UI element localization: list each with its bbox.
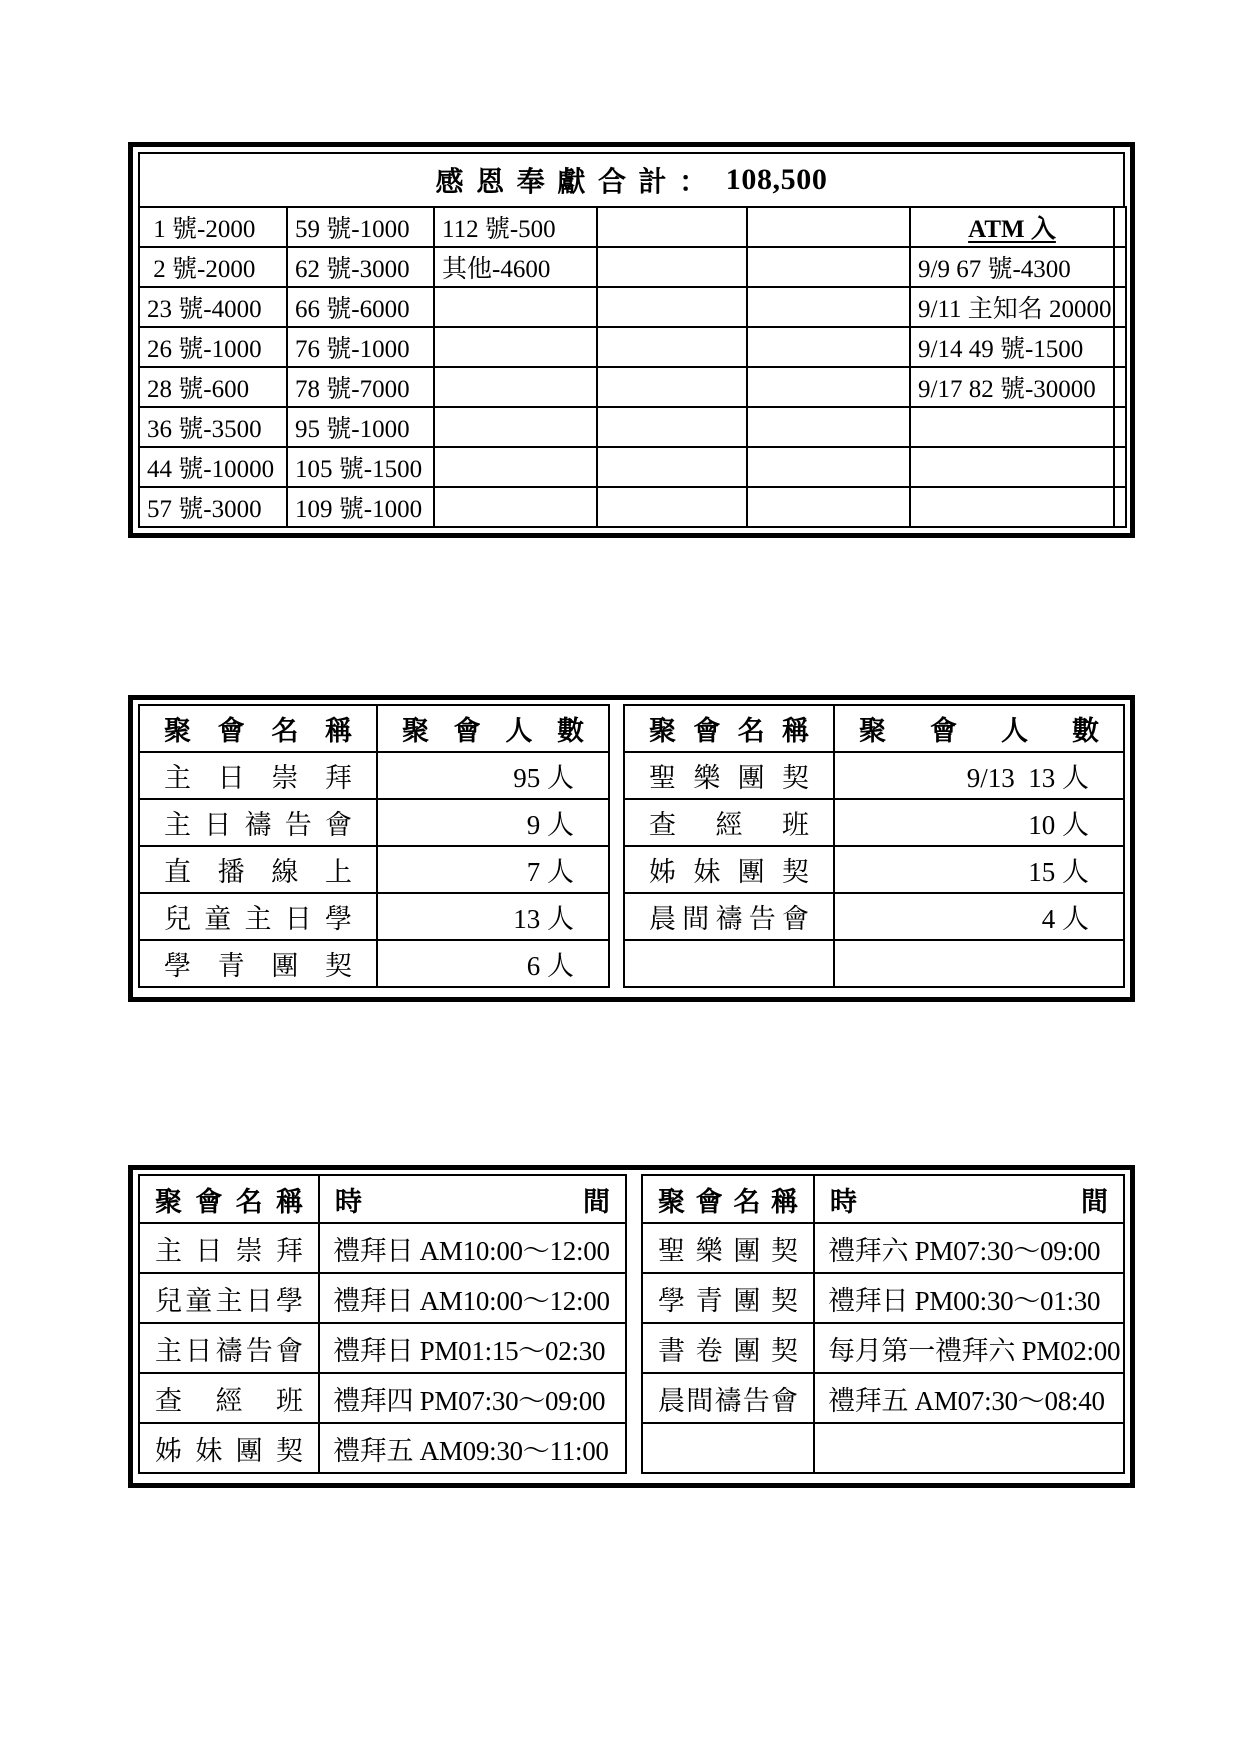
table-row [642,1273,1124,1323]
offering-cell [434,487,597,527]
spacer-cell [1114,247,1126,287]
attendance-count-cell: 9/13 13 人 [834,752,1124,799]
table-row [624,846,1124,893]
offering-cell [747,327,910,367]
meeting-name-cell: 兒童主日學 [139,893,377,940]
meeting-name-cell: 學青團契 [139,940,377,987]
offering-cell: 76 號-1000 [287,327,434,367]
attendance-right-table [623,704,1125,988]
offering-cell [747,287,910,327]
offering-row [139,247,1126,287]
offering-cell [597,287,747,327]
meeting-name-cell [624,940,834,987]
table-row [642,1223,1124,1273]
table-row [139,846,609,893]
table-row [139,752,609,799]
meeting-time-cell: 禮拜五 AM07:30～08:40 [814,1373,1124,1423]
meeting-time-cell: 禮拜日 AM10:00～12:00 [319,1223,626,1273]
meeting-name-cell: 主日崇拜 [139,752,377,799]
spacer-cell [1114,487,1126,527]
column-header-meeting-name: 聚會名稱 [624,705,834,752]
meeting-name-cell: 聖樂團契 [624,752,834,799]
header-row [139,705,609,752]
offering-cell: 23 號-4000 [139,287,287,327]
table-row [624,893,1124,940]
offering-cell: 57 號-3000 [139,487,287,527]
meeting-name-cell [642,1423,814,1473]
offering-cell [597,367,747,407]
offering-table-section [128,142,1135,538]
attendance-count-cell: 10 人 [834,799,1124,846]
offering-cell: 36 號-3500 [139,407,287,447]
offering-cell [597,327,747,367]
offering-cell [434,367,597,407]
offering-cell: 44 號-10000 [139,447,287,487]
offering-row [139,367,1126,407]
table-row [139,1423,626,1473]
meeting-name-cell: 直播線上 [139,846,377,893]
meeting-name-cell: 學青團契 [642,1273,814,1323]
table-row [642,1373,1124,1423]
meeting-name-cell: 主日禱告會 [139,1323,319,1373]
spacer-cell [1114,207,1126,247]
attendance-section [128,695,1135,1002]
schedule-left-body [139,1175,626,1473]
offering-cell [434,407,597,447]
meeting-time-cell: 禮拜四 PM07:30～09:00 [319,1373,626,1423]
meeting-name-cell: 晨間禱告會 [642,1373,814,1423]
attendance-right-body [624,705,1124,987]
column-header-meeting-name: 聚會名稱 [642,1175,814,1223]
spacer-cell [1114,367,1126,407]
offering-cell [597,247,747,287]
offering-row [139,287,1126,327]
offering-cell [597,447,747,487]
table-row [139,1373,626,1423]
offering-cell: 109 號-1000 [287,487,434,527]
offering-row [139,487,1126,527]
table-row [624,752,1124,799]
meeting-time-cell: 禮拜日 PM00:30～01:30 [814,1273,1124,1323]
header-row [624,705,1124,752]
offering-title-label: 感恩奉獻合計： [435,167,720,198]
offering-cell [597,407,747,447]
attendance-count-cell: 15 人 [834,846,1124,893]
atm-entry-cell: 9/14 49 號-1500 [910,327,1114,367]
table-row [139,1273,626,1323]
meeting-name-cell: 聖樂團契 [642,1223,814,1273]
atm-entry-cell [910,407,1114,447]
offering-cell [434,327,597,367]
spacer-cell [1114,287,1126,327]
column-header-attendance: 聚會人數 [834,705,1124,752]
offering-cell: 62 號-3000 [287,247,434,287]
table-row [139,799,609,846]
attendance-count-cell [834,940,1124,987]
offering-row [139,327,1126,367]
attendance-count-cell: 7 人 [377,846,609,893]
table-row [139,1223,626,1273]
atm-entry-cell: 9/11 主知名 20000 [910,287,1114,327]
table-row [139,1323,626,1373]
offering-cell [747,247,910,287]
attendance-count-cell: 9 人 [377,799,609,846]
offering-cell: 其他-4600 [434,247,597,287]
offering-cell [747,487,910,527]
offering-cell [434,447,597,487]
meeting-name-cell: 查經班 [139,1373,319,1423]
offering-cell [597,207,747,247]
offering-cell [747,447,910,487]
offering-cell [597,487,747,527]
offering-cell: 2 號-2000 [139,247,287,287]
meeting-name-cell: 姊妹團契 [624,846,834,893]
table-row [624,940,1124,987]
column-header-time: 時間 [814,1175,1124,1223]
offering-grid [138,206,1127,528]
column-header-time: 時間 [319,1175,626,1223]
atm-entry-cell: 9/17 82 號-30000 [910,367,1114,407]
offering-cell: 59 號-1000 [287,207,434,247]
atm-entry-cell: 9/9 67 號-4300 [910,247,1114,287]
meeting-name-cell: 主日禱告會 [139,799,377,846]
spacer-cell [1114,447,1126,487]
offering-row [139,447,1126,487]
schedule-section [128,1165,1135,1488]
attendance-count-cell: 13 人 [377,893,609,940]
offering-row [139,407,1126,447]
column-header-meeting-name: 聚會名稱 [139,1175,319,1223]
column-header-meeting-name: 聚會名稱 [139,705,377,752]
offering-cell: 105 號-1500 [287,447,434,487]
table-row [139,940,609,987]
schedule-left-table [138,1174,627,1474]
offering-cell: 78 號-7000 [287,367,434,407]
offering-cell: 95 號-1000 [287,407,434,447]
meeting-time-cell: 禮拜日 AM10:00～12:00 [319,1273,626,1323]
meeting-name-cell: 姊妹團契 [139,1423,319,1473]
schedule-right-body [642,1175,1124,1473]
table-row [642,1323,1124,1373]
attendance-count-cell: 95 人 [377,752,609,799]
attendance-left-table [138,704,610,988]
meeting-time-cell: 禮拜五 AM09:30～11:00 [319,1423,626,1473]
table-row [642,1423,1124,1473]
spacer-cell [1114,407,1126,447]
offering-cell: 28 號-600 [139,367,287,407]
offering-row [139,207,1126,247]
offering-cell: 26 號-1000 [139,327,287,367]
table-row [624,799,1124,846]
table-row [139,893,609,940]
attendance-count-cell: 4 人 [834,893,1124,940]
offering-grid-body [139,207,1126,527]
offering-title [138,152,1125,206]
offering-cell [434,287,597,327]
meeting-name-cell: 查經班 [624,799,834,846]
offering-cell [747,367,910,407]
attendance-count-cell: 6 人 [377,940,609,987]
header-row [642,1175,1124,1223]
meeting-time-cell: 每月第一禮拜六 PM02:00 [814,1323,1124,1373]
meeting-name-cell: 書卷團契 [642,1323,814,1373]
meeting-time-cell [814,1423,1124,1473]
atm-header-cell: ATM 入 [910,207,1114,247]
atm-entry-cell [910,487,1114,527]
spacer-cell [1114,327,1126,367]
column-header-attendance: 聚會人數 [377,705,609,752]
schedule-right-table [641,1174,1125,1474]
offering-cell: 112 號-500 [434,207,597,247]
atm-entry-cell [910,447,1114,487]
offering-cell: 66 號-6000 [287,287,434,327]
offering-title-amount: 108,500 [725,163,828,196]
meeting-name-cell: 兒童主日學 [139,1273,319,1323]
meeting-name-cell: 晨間禱告會 [624,893,834,940]
meeting-time-cell: 禮拜日 PM01:15～02:30 [319,1323,626,1373]
offering-cell [747,207,910,247]
offering-cell [747,407,910,447]
offering-cell: 1 號-2000 [139,207,287,247]
meeting-time-cell: 禮拜六 PM07:30～09:00 [814,1223,1124,1273]
attendance-left-body [139,705,609,987]
meeting-name-cell: 主日崇拜 [139,1223,319,1273]
header-row [139,1175,626,1223]
